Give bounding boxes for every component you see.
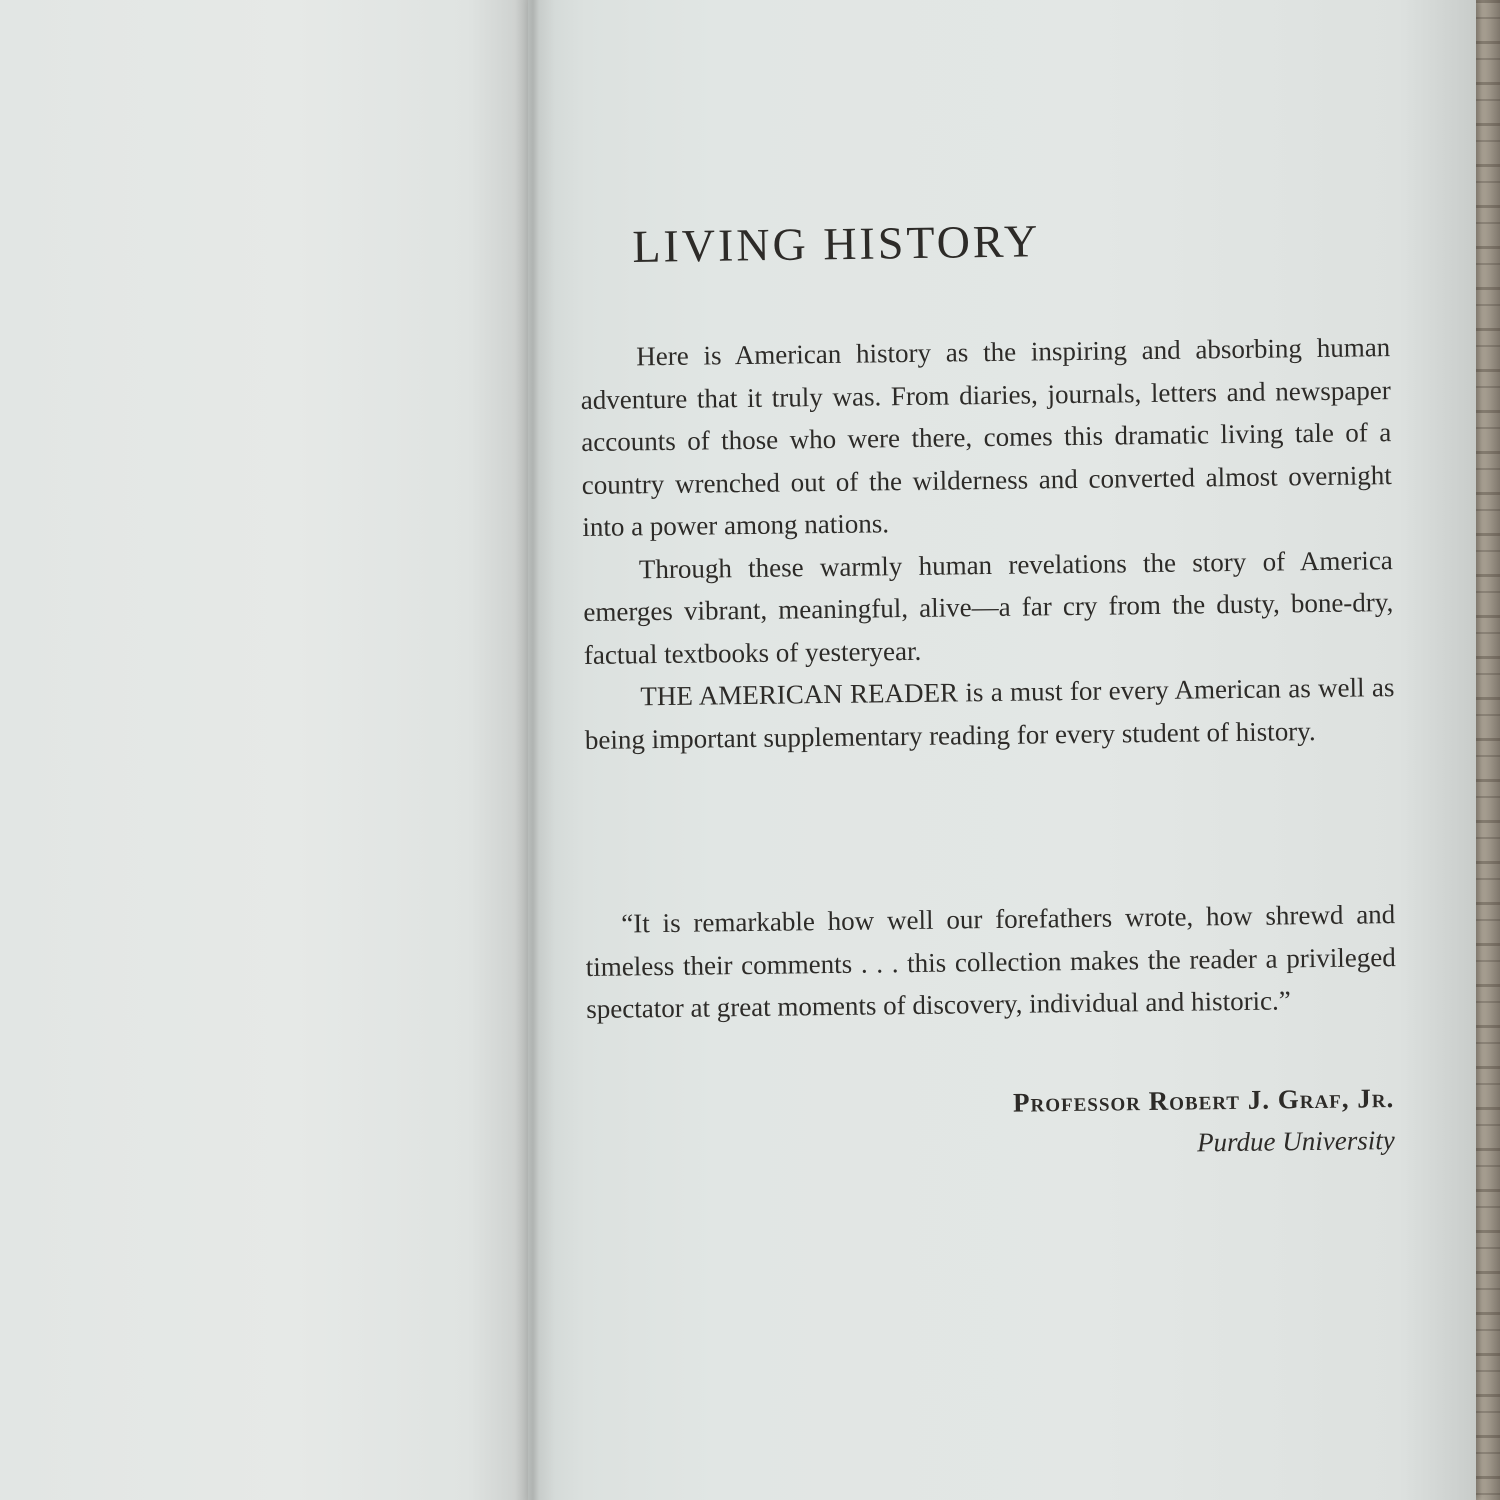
page-title: LIVING HISTORY <box>632 215 1041 272</box>
testimonial-quote <box>585 893 1396 1030</box>
paragraph-revelations: Through these warmly human revelations the story of America emerges vibrant, meaningful, alive—a far cry from the dusty, bone-dry, factual textbooks of yesteryear. <box>583 544 1394 670</box>
attribution-school: Purdue University <box>1196 1124 1395 1158</box>
paragraph-intro: Here is American history as the inspiring and absorbing human adventure that it truly was. From diaries, journals, letters and newspaper accounts of those who were there, comes this dramatic living tale of a country wrenched out of the wilderness and converted almost overnight into a power among nations. <box>580 332 1392 542</box>
attribution-name: Professor Robert J. Graf, Jr. <box>1012 1082 1395 1118</box>
paragraph-must-read: THE AMERICAN READER is a must for every American as well as being important supplementary reading for every student of history. <box>584 672 1395 755</box>
book-gutter <box>515 0 555 1500</box>
left-blank-page <box>0 0 532 1500</box>
body-text <box>580 326 1395 761</box>
quote-text: “It is remarkable how well our forefathers wrote, how shrewd and timeless their comments . . . this collection makes the reader a privileged spectator at great moments of discovery, individual and historic.” <box>585 899 1396 1024</box>
quote-attribution <box>900 1077 1395 1167</box>
